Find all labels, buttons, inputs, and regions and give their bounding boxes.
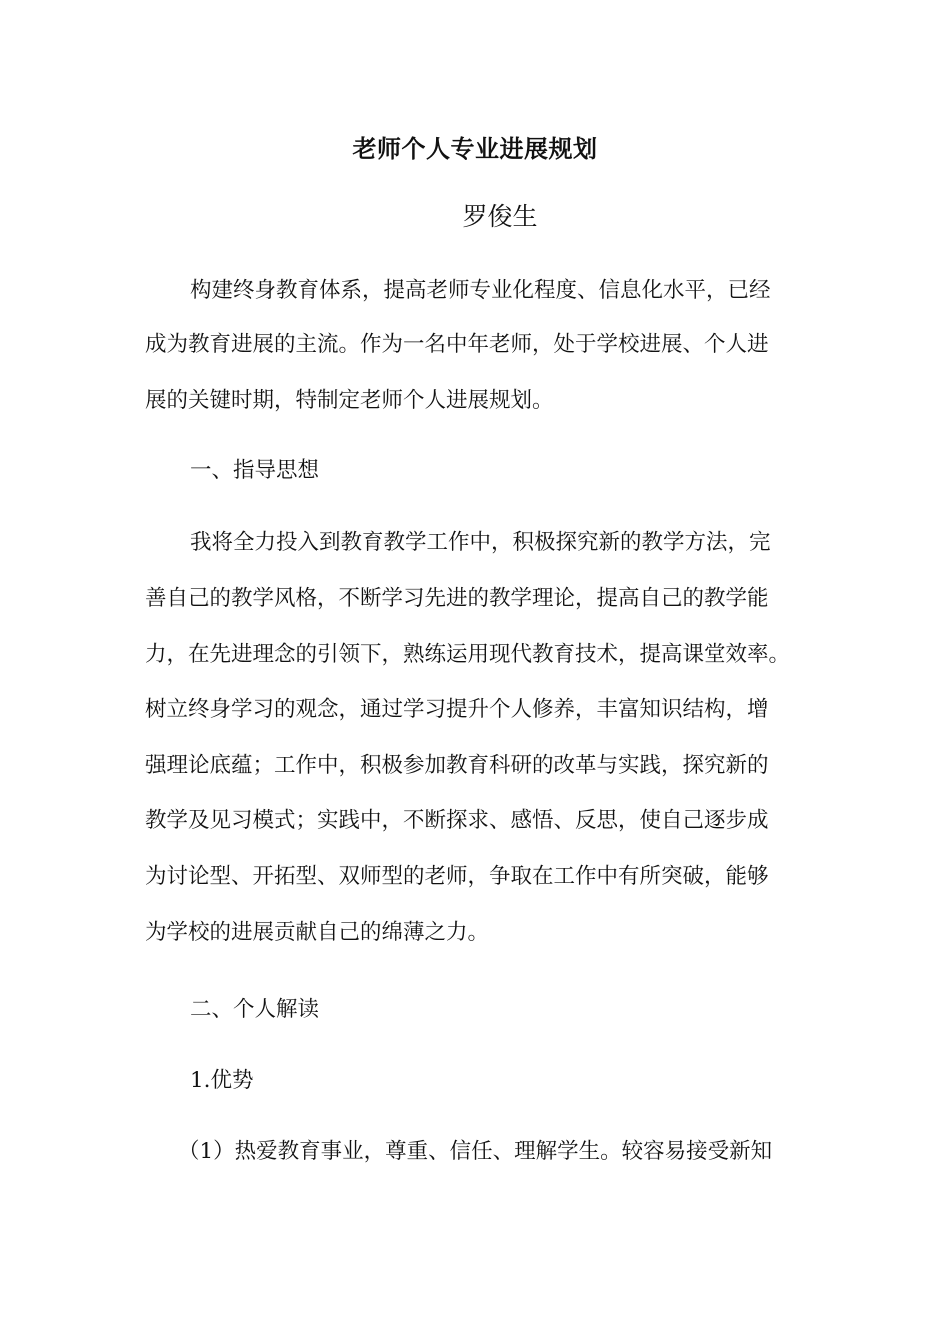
paragraph-line: 教学及见习模式；实践中，不断探求、感悟、反思，使自己逐步成 <box>145 808 769 833</box>
paragraph-line: 构建终身教育体系，提高老师专业化程度、信息化水平，已经 <box>190 278 771 303</box>
paragraph-line: 强理论底蕴；工作中，积极参加教育科研的改革与实践，探究新的 <box>145 753 769 778</box>
document-author: 罗俊生 <box>462 202 538 231</box>
paragraph-line: 展的关键时期，特制定老师个人进展规划。 <box>145 388 554 413</box>
paragraph-line: 为讨论型、开拓型、双师型的老师，争取在工作中有所突破，能够 <box>145 864 769 889</box>
section-heading: 一、指导思想 <box>190 458 320 483</box>
document-title: 老师个人专业进展规划 <box>352 134 598 163</box>
paragraph-line: 成为教育进展的主流。作为一名中年老师，处于学校进展、个人进 <box>145 332 769 357</box>
paragraph-line: 为学校的进展贡献自己的绵薄之力。 <box>145 920 490 945</box>
paragraph-line: 善自己的教学风格，不断学习先进的教学理论，提高自己的教学能 <box>145 586 769 611</box>
paragraph-line: 我将全力投入到教育教学工作中，积极探究新的教学方法，完 <box>190 530 771 555</box>
section-heading: 二、个人解读 <box>190 997 320 1022</box>
subsection-heading: 1.优势 <box>190 1068 254 1093</box>
paragraph-line: 树立终身学习的观念，通过学习提升个人修养，丰富知识结构，增 <box>145 697 769 722</box>
paragraph-line: 力，在先进理念的引领下，熟练运用现代教育技术，提高课堂效率。 <box>145 642 791 667</box>
list-item: （1）热爱教育事业，尊重、信任、理解学生。较容易接受新知 <box>178 1139 773 1164</box>
